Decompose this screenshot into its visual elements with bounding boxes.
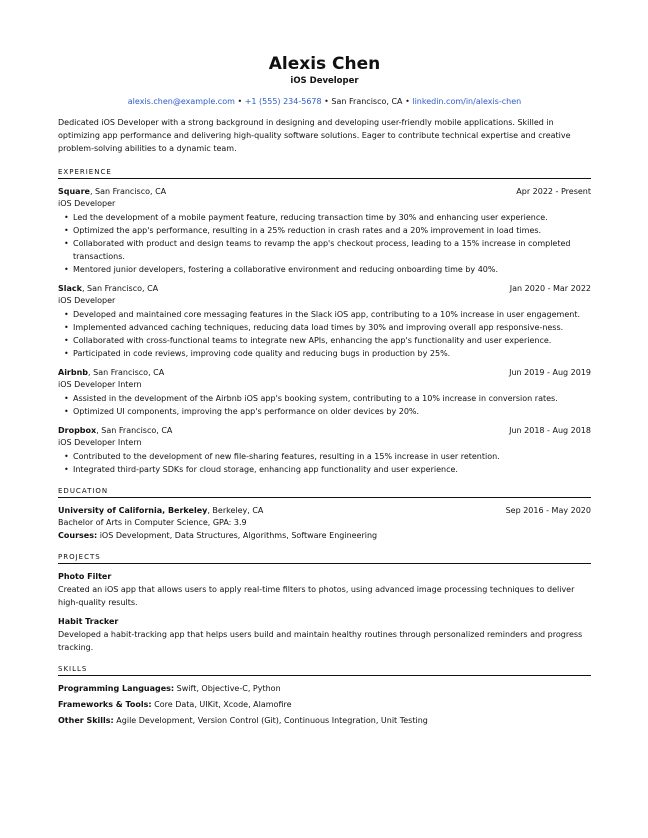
job-role: iOS Developer Intern xyxy=(58,380,142,389)
bullet-item: • Collaborated with cross-functional teams to integrate new APIs, enhancing the app's functionality and user experience. xyxy=(58,334,591,347)
skill-line xyxy=(58,698,591,711)
company-location: , San Francisco, CA xyxy=(89,187,167,196)
skill-label: Programming Languages: xyxy=(58,684,175,693)
company-name: Slack xyxy=(58,284,82,293)
candidate-role: iOS Developer xyxy=(290,76,359,86)
company-location: , San Francisco, CA xyxy=(88,368,165,377)
contact-line xyxy=(58,96,591,107)
job-dates: Jun 2018 - Aug 2018 xyxy=(509,426,591,435)
company-name: Dropbox xyxy=(58,426,97,435)
skills-heading: SKILLS xyxy=(58,665,591,676)
bullet-item: • Collaborated with product and design teams to revamp the app's checkout process, leading to a 15% increase in completed transactions. xyxy=(58,237,591,263)
email-link[interactable]: alexis.chen@example.com xyxy=(127,97,235,106)
degree-text: Bachelor of Arts in Computer Science, GPA: 3.9 xyxy=(58,518,247,527)
education-row xyxy=(58,504,591,517)
linkedin-link[interactable]: linkedin.com/in/alexis-chen xyxy=(412,97,522,106)
courses-label: Courses: xyxy=(58,531,98,540)
phone-link[interactable]: +1 (555) 234-5678 xyxy=(244,97,322,106)
job-bullets xyxy=(58,392,591,418)
skill-label: Other Skills: xyxy=(58,716,114,725)
experience-entry xyxy=(58,424,591,476)
skill-line xyxy=(58,714,591,727)
experience-row xyxy=(58,185,591,198)
school-name: University of California, Berkeley xyxy=(58,506,208,515)
job-role: iOS Developer Intern xyxy=(58,438,142,447)
contact-separator: • xyxy=(237,97,243,106)
resume-content xyxy=(58,54,591,727)
candidate-name: Alexis Chen xyxy=(268,54,381,74)
job-dates: Jan 2020 - Mar 2022 xyxy=(509,284,591,293)
company-line xyxy=(58,366,164,379)
education-dates: Sep 2016 - May 2020 xyxy=(505,506,591,515)
bullet-item: • Integrated third-party SDKs for cloud storage, enhancing app functionality and user experience. xyxy=(58,463,591,476)
job-role: iOS Developer xyxy=(58,296,116,305)
project-item xyxy=(58,570,591,609)
experience-row xyxy=(58,424,591,437)
skill-line xyxy=(58,682,591,695)
job-bullets xyxy=(58,211,591,276)
bullet-item: • Led the development of a mobile payment feature, reducing transaction time by 30% and enhancing user experience. xyxy=(58,211,591,224)
experience-row xyxy=(58,366,591,379)
summary-paragraph: Dedicated iOS Developer with a strong background in designing and developing user-friendly mobile applications. Skilled in optimizing app performance and delivering high-quality software solutions. Eager to contribute technical expertise and creative problem-solving abilities to a dynamic team. xyxy=(58,118,571,153)
company-location: , San Francisco, CA xyxy=(81,284,159,293)
skill-value: Agile Development, Version Control (Git), Continuous Integration, Unit Testing xyxy=(113,716,428,725)
skill-value: Core Data, UIKit, Xcode, Alamofire xyxy=(151,700,292,709)
project-description: Created an iOS app that allows users to apply real-time filters to photos, using advanced image processing techniques to deliver high-quality results. xyxy=(58,585,575,607)
education-heading: EDUCATION xyxy=(58,487,591,498)
bullet-item: • Implemented advanced caching techniques, reducing data load times by 30% and improving overall app responsive-ness. xyxy=(58,321,591,334)
projects-heading: PROJECTS xyxy=(58,553,591,564)
education-entry xyxy=(58,504,591,542)
contact-separator: • xyxy=(324,97,329,106)
experience-entry xyxy=(58,366,591,418)
courses-line xyxy=(58,529,591,542)
company-line xyxy=(58,424,172,437)
education-school-line xyxy=(58,504,263,517)
project-title: Habit Tracker xyxy=(58,617,119,626)
job-bullets xyxy=(58,308,591,360)
job-dates: Apr 2022 - Present xyxy=(516,187,591,196)
contact-separator: • xyxy=(405,97,410,106)
bullet-item: • Optimized UI components, improving the app's performance on older devices by 20%. xyxy=(58,405,591,418)
company-name: Airbnb xyxy=(58,368,89,377)
experience-list xyxy=(58,185,591,476)
company-line xyxy=(58,282,158,295)
school-location: , Berkeley, CA xyxy=(207,506,264,515)
location-text: San Francisco, CA xyxy=(331,97,403,106)
job-bullets xyxy=(58,450,591,476)
experience-entry xyxy=(58,282,591,360)
experience-heading: EXPERIENCE xyxy=(58,168,591,179)
company-line xyxy=(58,185,166,198)
job-role: iOS Developer xyxy=(58,199,116,208)
project-item xyxy=(58,615,591,654)
bullet-item: • Assisted in the development of the Airbnb iOS app's booking system, contributing to a 10% increase in conversion rates. xyxy=(58,392,591,405)
bullet-item: • Optimized the app's performance, resulting in a 25% reduction in crash rates and a 20% improvement in load times. xyxy=(58,224,591,237)
job-dates: Jun 2019 - Aug 2019 xyxy=(509,368,591,377)
company-name: Square xyxy=(58,187,90,196)
bullet-item: • Developed and maintained core messaging features in the Slack iOS app, contributing to a 10% increase in user engagement. xyxy=(58,308,591,321)
experience-row xyxy=(58,282,591,295)
project-description: Developed a habit-tracking app that helps users build and maintain healthy routines through personalized reminders and progress tracking. xyxy=(58,630,583,652)
project-title: Photo Filter xyxy=(58,572,112,581)
skill-value: Swift, Objective-C, Python xyxy=(174,684,281,693)
bullet-item: • Contributed to the development of new file-sharing features, resulting in a 15% increase in user retention. xyxy=(58,450,591,463)
skill-label: Frameworks & Tools: xyxy=(58,700,152,709)
company-location: , San Francisco, CA xyxy=(96,426,173,435)
courses-value: iOS Development, Data Structures, Algorithms, Software Engineering xyxy=(97,531,378,540)
experience-entry xyxy=(58,185,591,276)
bullet-item: • Participated in code reviews, improving code quality and reducing bugs in production by 25%. xyxy=(58,347,591,360)
bullet-item: • Mentored junior developers, fostering a collaborative environment and reducing onboarding time by 40%. xyxy=(58,263,591,276)
